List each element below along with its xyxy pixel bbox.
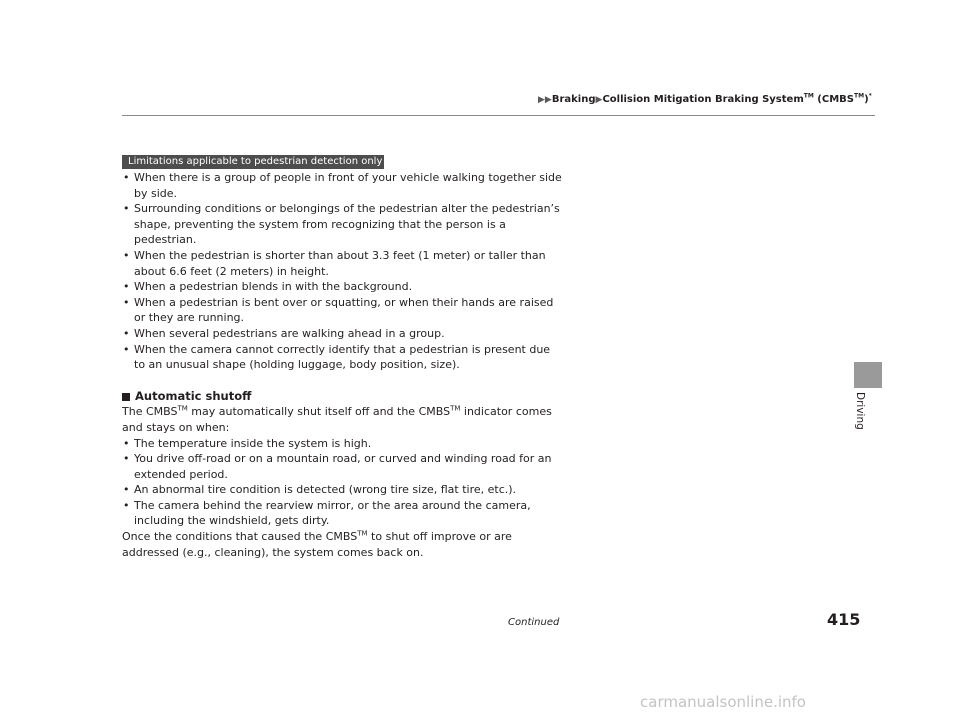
breadcrumb-cmbs-abbrev: (CMBS: [813, 94, 854, 105]
list-item: • You drive off-road or on a mountain road, or curved and winding road for an extended period.: [122, 451, 562, 482]
trademark-mark: TM: [803, 92, 814, 100]
square-bullet-icon: [122, 393, 130, 401]
outro-text: to shut off improve or are addressed (e.g., cleaning), the system comes back on.: [122, 530, 512, 559]
section-tag: Limitations applicable to pedestrian detection only: [122, 155, 384, 169]
breadcrumb-braking: Braking: [551, 94, 596, 105]
outro-text: Once the conditions that caused the CMBS: [122, 530, 358, 544]
intro-text: indicator comes and stays on when:: [122, 405, 552, 434]
list-item: • The temperature inside the system is high.: [122, 436, 562, 452]
list-item: • When a pedestrian blends in with the background.: [122, 279, 562, 295]
list-item: • The camera behind the rearview mirror, or the area around the camera, including the windshield, gets dirty.: [122, 498, 562, 529]
intro-text: may automatically shut itself off and the CMBS: [187, 405, 451, 419]
continued-label: Continued: [508, 617, 560, 628]
triangle-right-icon: ▶▶: [538, 95, 552, 105]
main-content: [122, 170, 562, 560]
chapter-label: [852, 392, 870, 432]
list-item: • When several pedestrians are walking ahead in a group.: [122, 326, 562, 342]
list-item: • When the camera cannot correctly identify that a pedestrian is present due to an unusual shape (holding luggage, body position, size).: [122, 342, 562, 373]
breadcrumb-cmbs: Collision Mitigation Braking System: [602, 94, 804, 105]
intro-text: The CMBS: [122, 405, 178, 419]
breadcrumb-close-paren: ): [864, 94, 869, 105]
asterisk-mark: *: [868, 92, 872, 100]
trademark-mark: TM: [357, 529, 368, 538]
chapter-tab: [854, 362, 882, 388]
heading-text: Automatic shutoff: [135, 388, 252, 403]
shutoff-conditions-list: [122, 436, 562, 530]
trademark-mark: TM: [450, 404, 461, 413]
watermark: carmanualsonline.info: [640, 693, 806, 711]
trademark-mark: TM: [854, 92, 865, 100]
list-item: • When the pedestrian is shorter than about 3.3 feet (1 meter) or taller than about 6.6 feet (2 meters) in height.: [122, 248, 562, 279]
list-item: • An abnormal tire condition is detected (wrong tire size, flat tire, etc.).: [122, 482, 562, 498]
trademark-mark: TM: [177, 404, 188, 413]
page-number: 415: [827, 610, 861, 629]
automatic-shutoff-heading: [122, 389, 562, 405]
breadcrumb-header: [538, 94, 872, 105]
pedestrian-limitations-list: [122, 170, 562, 373]
list-item: • Surrounding conditions or belongings of the pedestrian alter the pedestrian’s shape, preventing the system from recognizing that the person is a pedestrian.: [122, 201, 562, 248]
shutoff-outro: [122, 529, 562, 560]
chapter-label-text: Driving: [854, 392, 866, 430]
list-item: • When there is a group of people in front of your vehicle walking together side by side.: [122, 170, 562, 201]
shutoff-intro: [122, 404, 562, 435]
triangle-right-icon: ▶: [595, 95, 603, 105]
list-item: • When a pedestrian is bent over or squatting, or when their hands are raised or they are running.: [122, 295, 562, 326]
header-divider: [122, 115, 875, 116]
